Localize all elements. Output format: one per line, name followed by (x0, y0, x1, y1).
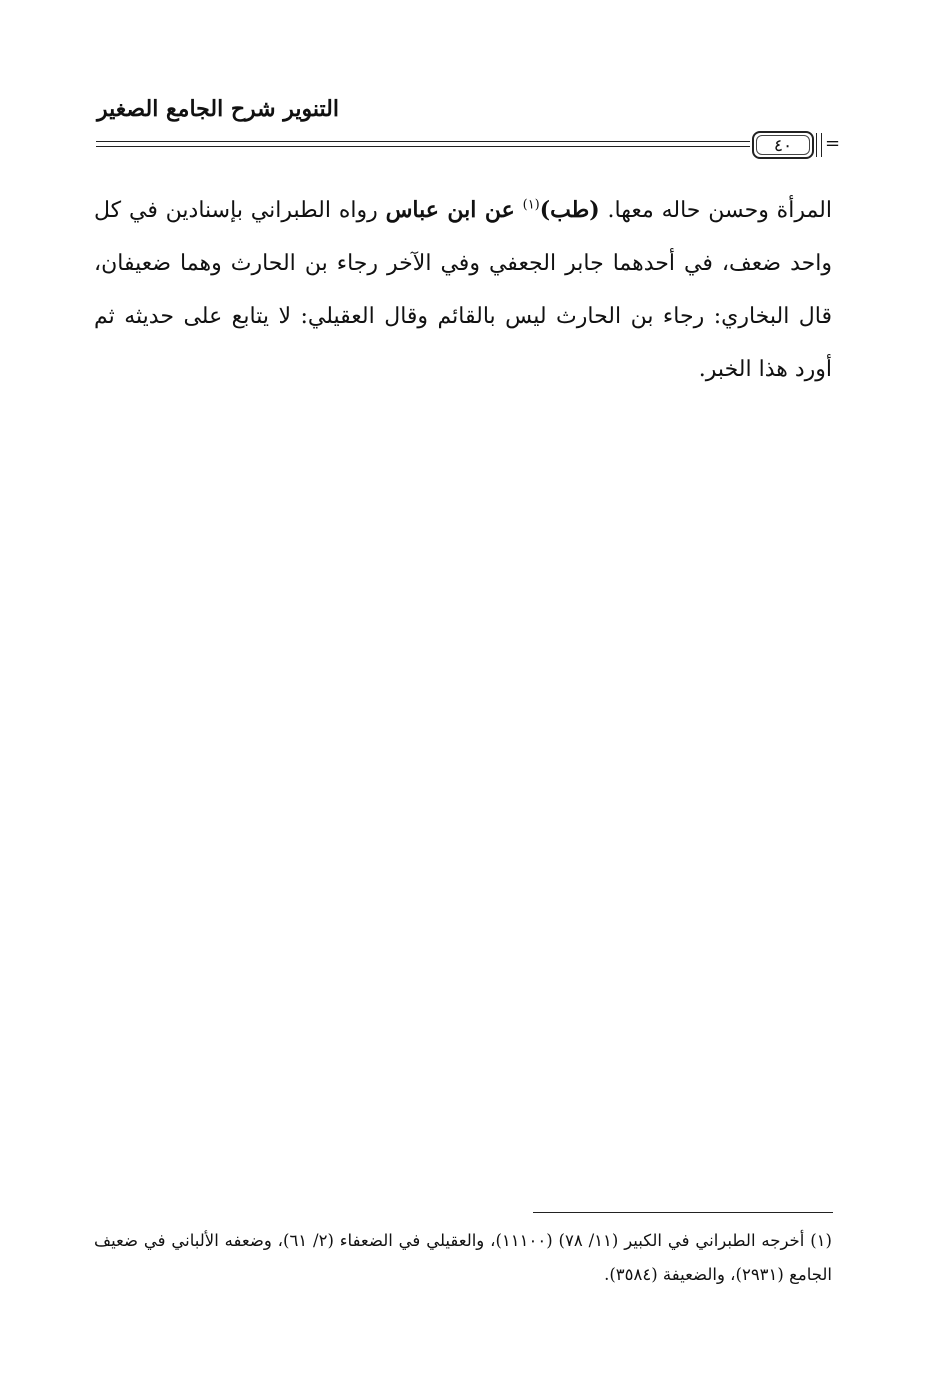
header-rule-bottom (96, 146, 750, 147)
narrator-name: عن ابن عباس (385, 197, 515, 223)
text-segment-rest: رواه الطبراني بإسنادين في كل واحد ضعف، في أحدهما جابر الجعفي وفي الآخر رجاء بن الحارث وهما ضعيفان، قال البخاري: رجاء بن الحارث ليس بالقائم وقال العقيلي: لا يتابع على حديثه ثم أورد هذا الخبر. (94, 198, 832, 382)
header-title: التنوير شرح الجامع الصغير (97, 96, 339, 122)
main-text (94, 184, 832, 396)
page-number: ٤٠ (773, 136, 793, 156)
header-rule-top (96, 141, 750, 142)
footnote-separator (533, 1212, 833, 1213)
text-space (515, 198, 523, 223)
footnote-reference: (١) (522, 197, 540, 213)
text-segment: المرأة وحسن حاله معها. (599, 198, 832, 223)
header-ornament-mark: = (825, 133, 841, 154)
header-ornament-bars (816, 133, 822, 157)
page-number-frame (752, 131, 814, 159)
source-code: (طب) (539, 197, 600, 223)
footnote-text: (١) أخرجه الطبراني في الكبير (١١/ ٧٨) (١١١٠٠)، والعقيلي في الضعفاء (٢/ ٦١)، وضعفه الألباني في ضعيف الجامع (٢٩٣١)، والضعيفة (٣٥٨٤). (94, 1231, 832, 1284)
